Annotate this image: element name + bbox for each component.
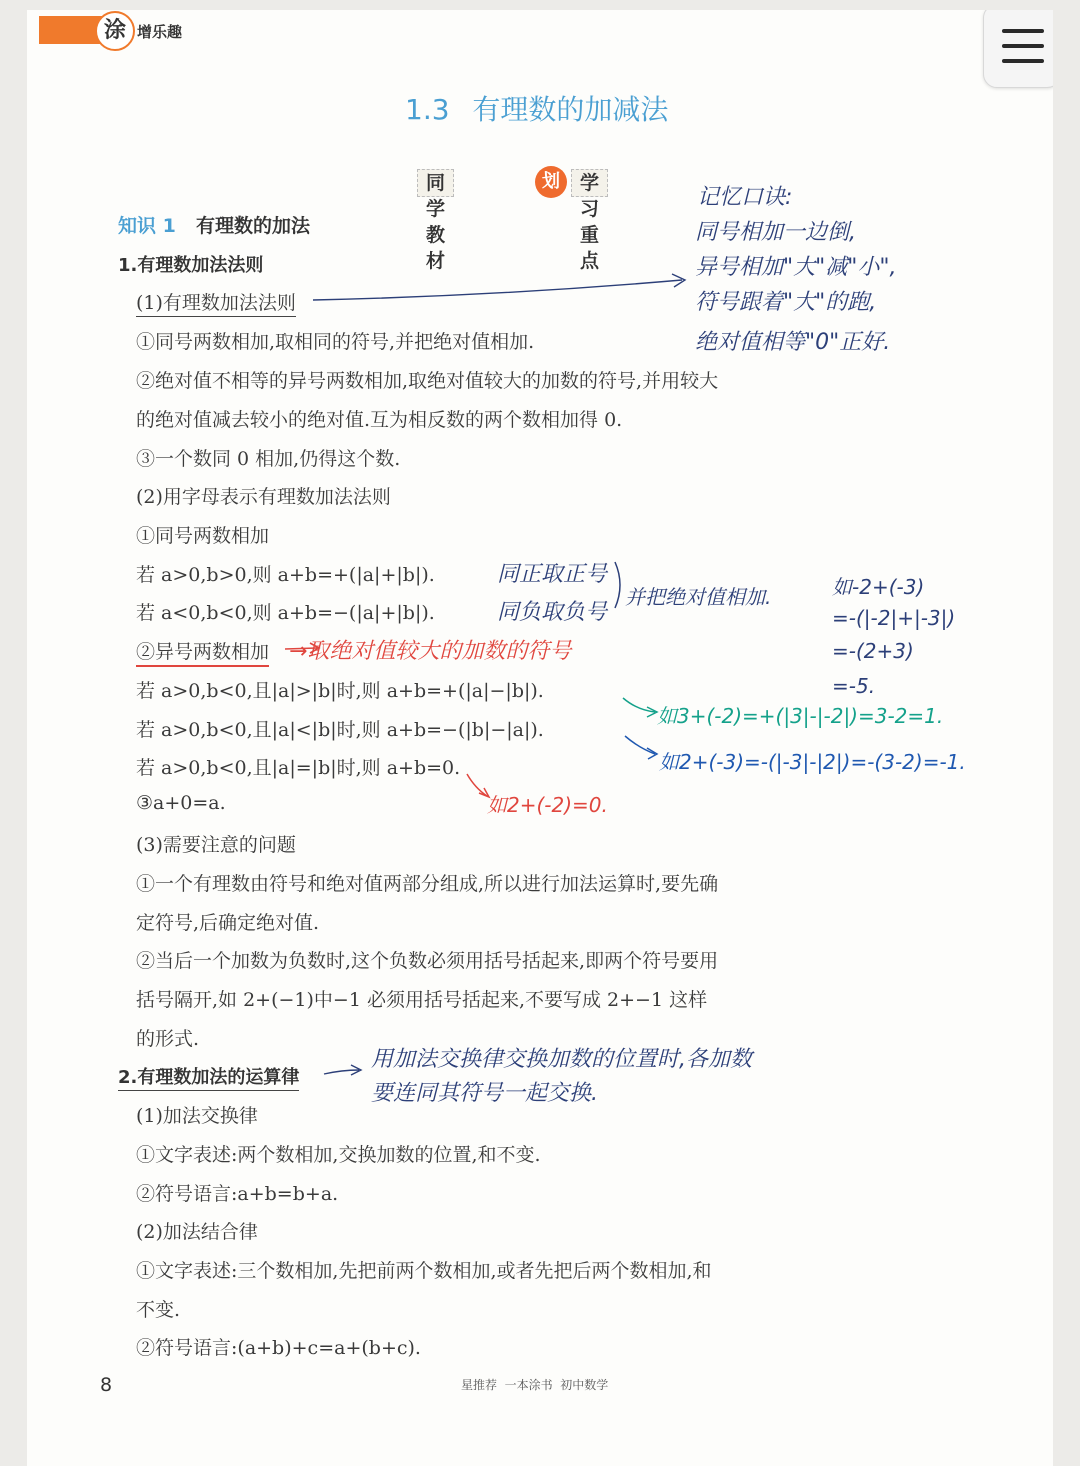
banner-right: 学习重点 (571, 169, 608, 197)
note-mnemonic-line: 异号相加"大"减"小", (695, 255, 897, 280)
text-line: ①同号两数相加,取相同的符号,并把绝对值相加. (136, 331, 535, 353)
text-line: 若 a<0,b<0,则 a+b=−(|a|+|b|). (136, 602, 435, 624)
text-line: ①文字表述:两个数相加,交换加数的位置,和不变. (136, 1144, 541, 1166)
note-example-3: 如2+(-2)=0. (487, 793, 608, 817)
text-line: ①文字表述:三个数相加,先把前两个数相加,或者先把后两个数相加,和 (136, 1260, 712, 1282)
text-line: ②符号语言:(a+b)+c=a+(b+c). (136, 1337, 421, 1359)
note-mnemonic-line: 符号跟着"大"的跑, (695, 290, 877, 315)
section-heading-2: 2.有理数加法的运算律 (118, 1063, 299, 1091)
note-example-1: 如3+(-2)=+(|3|-|-2|)=3-2=1. (657, 704, 944, 728)
annotation-strokes (27, 10, 1053, 1466)
note-example-negative: 如-2+(-3) (832, 575, 925, 599)
text-line: ①同号两数相加 (136, 525, 270, 547)
note-law: 要连同其符号一起交换. (371, 1081, 598, 1106)
section-heading-1: 1.有理数加法法则 (118, 255, 264, 276)
text-line: (1)加法交换律 (136, 1105, 258, 1127)
page-title: 1.3 有理数的加减法 (405, 93, 669, 126)
text-line: (3)需要注意的问题 (136, 834, 296, 856)
text-line: ②绝对值不相等的异号两数相加,取绝对值较大的加数的符号,并用较大 (136, 370, 719, 392)
note-same-negative: 同负取负号 (497, 600, 608, 625)
text-line: ②符号语言:a+b=b+a. (136, 1183, 339, 1205)
note-abs-add: 并把绝对值相加. (625, 585, 772, 609)
text-line: (2)用字母表示有理数加法法则 (136, 486, 391, 508)
text-line: 的绝对值减去较小的绝对值.互为相反数的两个数相加得 0. (136, 409, 623, 431)
text-line: ②当后一个加数为负数时,这个负数必须用括号括起来,即两个符号要用 (136, 950, 719, 972)
text-line: 定符号,后确定绝对值. (136, 912, 320, 934)
text-line: (2)加法结合律 (136, 1221, 258, 1243)
note-mnemonic-line: 记忆口诀: (697, 185, 793, 210)
note-mnemonic-line: 绝对值相等"0"正好. (695, 330, 891, 355)
textbook-page (27, 10, 1053, 1466)
text-line: 括号隔开,如 2+(−1)中−1 必须用括号括起来,不要写成 2+−1 这样 (136, 989, 708, 1011)
note-example-negative: =-(2+3) (832, 639, 914, 663)
knowledge-title: 有理数的加法 (196, 215, 311, 237)
text-line: 若 a>0,b<0,且|a|<|b|时,则 a+b=−(|b|−|a|). (136, 719, 544, 741)
note-example-negative: =-(|-2|+|-3|) (832, 606, 956, 630)
text-line: ①一个有理数由符号和绝对值两部分组成,所以进行加法运算时,要先确 (136, 873, 719, 895)
text-line: 的形式. (136, 1028, 200, 1050)
text-line: 若 a>0,b<0,且|a|=|b|时,则 a+b=0. (136, 757, 461, 779)
text-line: ③一个数同 0 相加,仍得这个数. (136, 448, 401, 470)
knowledge-label: 知识 1 (118, 215, 176, 237)
note-same-positive: 同正取正号 (497, 562, 608, 587)
note-law: 用加法交换律交换加数的位置时,各加数 (371, 1047, 752, 1072)
text-line: 若 a>0,b>0,则 a+b=+(|a|+|b|). (136, 564, 435, 586)
banner-left: 同学教材 (417, 169, 454, 197)
brand-name: 增乐趣 (137, 23, 183, 41)
note-mnemonic-line: 同号相加一边倒, (695, 220, 856, 245)
banner-badge: 划 (535, 166, 567, 198)
note-example-2: 如2+(-3)=-(|-3|-|2|)=-(3-2)=-1. (659, 750, 966, 774)
page-number: 8 (100, 1374, 113, 1396)
footer-text: 星推荐 一本涂书 初中数学 (461, 1378, 609, 1392)
brand-logo: 涂 (95, 11, 135, 51)
text-line: ②异号两数相加 (136, 637, 269, 667)
note-example-negative: =-5. (832, 674, 876, 698)
text-line: (1)有理数加法法则 (136, 288, 296, 317)
text-line: ③a+0=a. (136, 792, 226, 814)
text-line: 不变. (136, 1299, 181, 1321)
text-line: 若 a>0,b<0,且|a|>|b|时,则 a+b=+(|a|−|b|). (136, 680, 544, 702)
note-different-sign: →取绝对值较大的加数的符号 (289, 639, 572, 664)
